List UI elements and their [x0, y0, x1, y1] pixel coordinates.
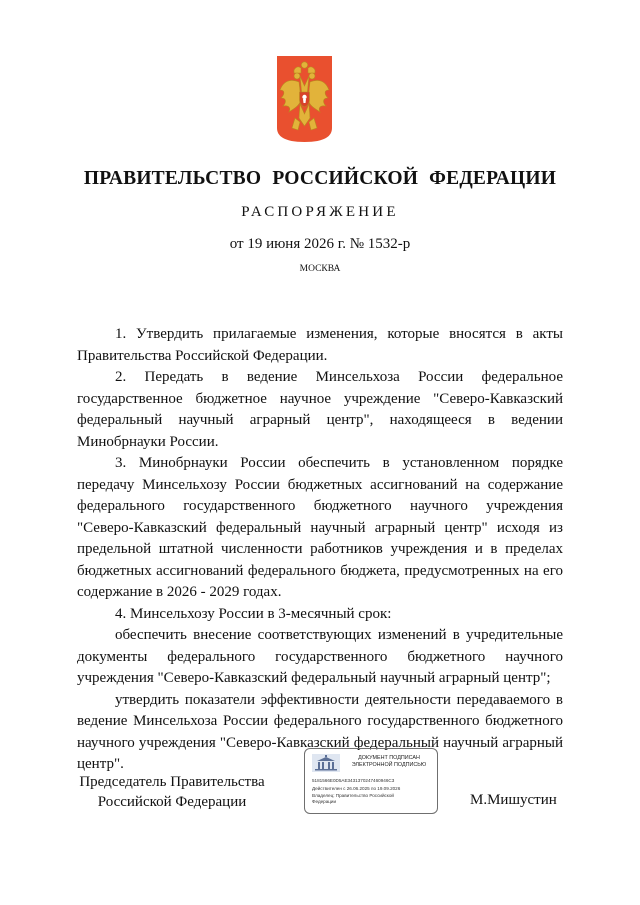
signatory-position-line2: Российской Федерации — [97, 794, 247, 810]
stamp-title-line2: ЭЛЕКТРОННОЙ ПОДПИСЬЮ — [351, 762, 427, 768]
stamp-validity: Действителен с 26.06.2025 по 19.09.2026 — [312, 786, 401, 791]
stamp-owner-line2: Федерации — [312, 799, 337, 804]
government-title: ПРАВИТЕЛЬСТВО РОССИЙСКОЙ ФЕДЕРАЦИИ — [83, 168, 557, 189]
russian-coat-of-arms-icon — [277, 56, 332, 142]
electronic-signature-stamp — [304, 748, 438, 814]
paragraph-1: 1. Утвердить прилагаемые изменения, которые вносятся в акты Правительства Российской Федерации. — [77, 326, 563, 364]
government-building-icon — [312, 754, 340, 772]
stamp-title-line1: ДОКУМЕНТ ПОДПИСАН — [358, 755, 420, 761]
signatory-name: М.Мишустин — [470, 792, 557, 808]
stamp-certificate: 5181566E0D5AE3431370247460946C3 — [312, 778, 395, 783]
document-body — [77, 324, 563, 776]
stamp-owner-line1: Владелец: Правительство Российской — [312, 793, 394, 798]
document-date-number: от 19 июня 2026 г. № 1532-р — [229, 236, 411, 252]
signatory-position-line1: Председатель Правительства — [79, 774, 265, 790]
document-city: МОСКВА — [299, 264, 341, 274]
signatory-position — [72, 772, 272, 812]
paragraph-3: 3. Минобрнауки России обеспечить в установленном порядке передачу Минсельхозу России бюджетных ассигнований на содержание федерального государственного бюджетного научного учреждения "Северо-Кавказский федеральный научный аграрный центр" исходя из предельной штатной численности работников учреждения и в пределах бюджетных ассигнований федерального бюджета, предусмотренных на его содержание в 2026 - 2029 годах. — [77, 455, 563, 600]
stamp-title — [343, 755, 435, 769]
paragraph-4-item-2: утвердить показатели эффективности деятельности передаваемого в ведение Минсельхоза России федерального государственного бюджетного научного учреждения "Северо-Кавказский федеральный научный аграрный центр". — [77, 691, 563, 772]
paragraph-4-item-1: обеспечить внесение соответствующих изменений в учредительные документы федерального государственного бюджетного научного учреждения "Северо-Кавказский федеральный научный аграрный центр"; — [77, 627, 563, 686]
paragraph-2: 2. Передать в ведение Минсельхоза России федеральное государственное бюджетное научное учреждение "Северо-Кавказский федеральный научный аграрный центр", находящееся в ведении Минобрнауки России. — [77, 369, 563, 450]
paragraph-4: 4. Минсельхозу России в 3-месячный срок: — [115, 605, 392, 622]
document-type: РАСПОРЯЖЕНИЕ — [241, 204, 399, 220]
